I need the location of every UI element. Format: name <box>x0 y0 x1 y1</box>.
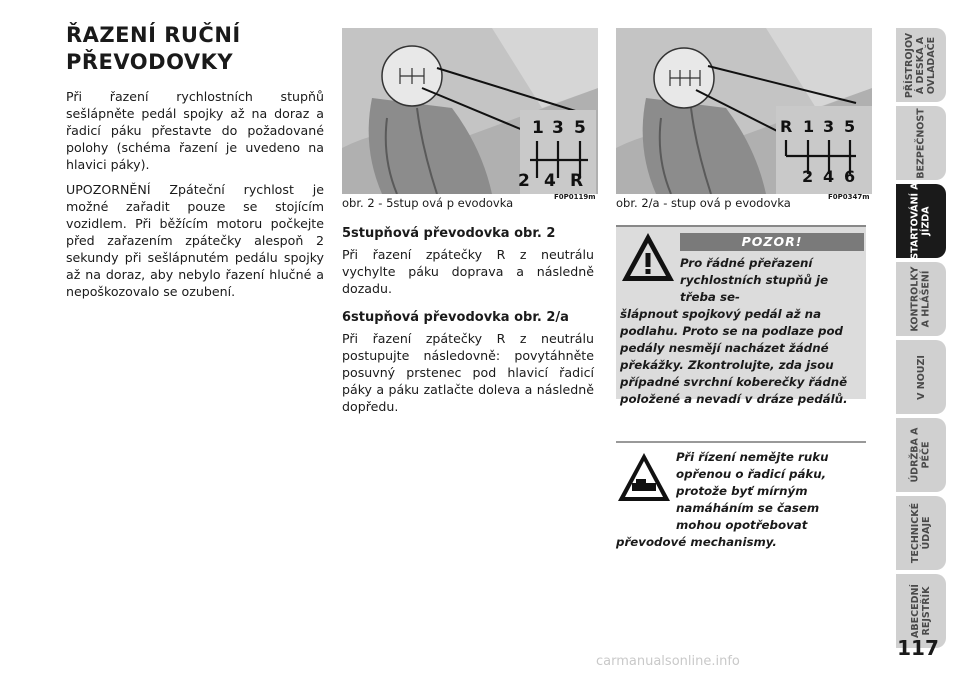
warning-text-rest: šlápnout spojkový pedál až na podlahu. Proto se na podlaze pod pedály nesmějí nacházet žádné překážky. Zkontrolujte, zda jsou případné svrchní koberečky řádně položené a nevadí v dráze pedálů. <box>620 307 848 406</box>
note-text <box>616 449 866 551</box>
tab-pristrojova-deska[interactable] <box>896 28 946 102</box>
title-line-1: ŘAZENÍ RUČNÍ <box>66 23 241 47</box>
section-6speed-heading: 6stupňová převodovka obr. 2/a <box>342 310 569 325</box>
chapter-tabs <box>896 28 946 638</box>
gear6-label-top-3: 3 <box>823 117 835 136</box>
gearbox-6speed-illustration <box>616 28 872 194</box>
tab-label: PŘÍSTROJOV Á DESKA A OVLADAČE <box>904 32 938 98</box>
figure-5speed-code: F0P0119m <box>554 193 596 201</box>
footer-watermark: carmanualsonline.info <box>596 654 740 669</box>
gear6-label-bottom-2: 4 <box>823 167 835 186</box>
warning-text-first: Pro řádné přeřazení rychlostních stupňů je třeba se- <box>680 256 829 304</box>
tab-label: KONTROLKY A HLÁŠENÍ <box>910 266 933 332</box>
instructions-column <box>342 225 594 427</box>
figure-5speed <box>342 28 598 194</box>
tab-bezpecnost[interactable] <box>896 106 946 180</box>
tab-label: STARTOVÁNÍ A JÍZDA <box>910 182 932 260</box>
section-6speed-text: Při řazení zpátečky R z neutrálu postupujte následovně: povytáhněte posuvný prstenec pod hlavicí řadicí páky a páku zatlačte doleva a následně dopředu. <box>342 331 594 414</box>
warning-box <box>616 225 866 406</box>
warning-text <box>620 255 862 408</box>
gear-label-top-1: 1 <box>532 118 544 138</box>
warning-label: POZOR! <box>680 233 864 251</box>
page-number: 117 <box>897 636 939 660</box>
tab-label: ÚDRŽBA A PÉČE <box>910 427 932 483</box>
intro-column <box>66 88 324 308</box>
tab-udrzba[interactable] <box>896 418 946 492</box>
figure-5speed-caption: obr. 2 - 5stup ová p evodovka <box>342 196 514 210</box>
note-box <box>616 441 866 549</box>
page-title <box>66 22 326 76</box>
gear6-label-top-4: 5 <box>844 117 856 136</box>
gear6-label-top-1: R <box>780 117 793 136</box>
note-text-first: Při řízení nemějte ruku opřenou o řadicí páku, protože byť mírným namáháním se časem mohou opotřebovat <box>676 450 829 532</box>
gear-label-bottom-2: 4 <box>544 171 556 191</box>
section-5speed-text: Při řazení zpátečky R z neutrálu vychylte páku doprava a následně dozadu. <box>342 247 594 296</box>
tab-label: ABECEDNÍ REJSTŘÍK <box>910 584 933 638</box>
intro-paragraph-1: Při řazení rychlostních stupňů sešlápněte pedál spojky až na doraz a řadicí páku přestavte do požadované polohy (schéma řazení je uvedeno na hlavici páky). <box>66 89 324 172</box>
gear-label-bottom-1: 2 <box>518 171 530 191</box>
gear-label-top-3: 5 <box>574 118 586 138</box>
figure-6speed-caption: obr. 2/a - stup ová p evodovka <box>616 196 791 210</box>
tab-label: TECHNICKÉ ÚDAJE <box>910 502 933 564</box>
title-line-2: PŘEVODOVKY <box>66 50 234 74</box>
gear6-label-top-2: 1 <box>803 117 815 136</box>
tab-technicke-udaje[interactable] <box>896 496 946 570</box>
section-5speed-heading: 5stupňová převodovka obr. 2 <box>342 226 556 241</box>
gear-label-top-2: 3 <box>552 118 564 138</box>
tab-label: V NOUZI <box>915 354 927 400</box>
gear6-label-bottom-3: 6 <box>844 167 856 186</box>
note-text-rest: převodové mechanismy. <box>616 535 777 549</box>
gearbox-5speed-illustration <box>342 28 598 194</box>
figure-6speed <box>616 28 872 194</box>
tab-startovani-jizda[interactable] <box>896 184 946 258</box>
gear-label-bottom-3: R <box>570 171 584 191</box>
figure-6speed-code: F0P0347m <box>828 193 870 201</box>
tab-kontrolky[interactable] <box>896 262 946 336</box>
tab-label: BEZPEČNOST <box>915 107 927 179</box>
gear6-label-bottom-1: 2 <box>802 167 814 186</box>
tab-v-nouzi[interactable] <box>896 340 946 414</box>
intro-paragraph-2: UPOZORNĚNÍ Zpáteční rychlost je možné zařadit pouze se stojícím vozidlem. Při běžícím motoru počkejte před zařazením zpátečky alespoň 2 sekundy při sešlápnutém pedálu spojky až na doraz, aby nebylo řazení hlučné a nepoškozovalo se ozubení. <box>66 182 324 299</box>
